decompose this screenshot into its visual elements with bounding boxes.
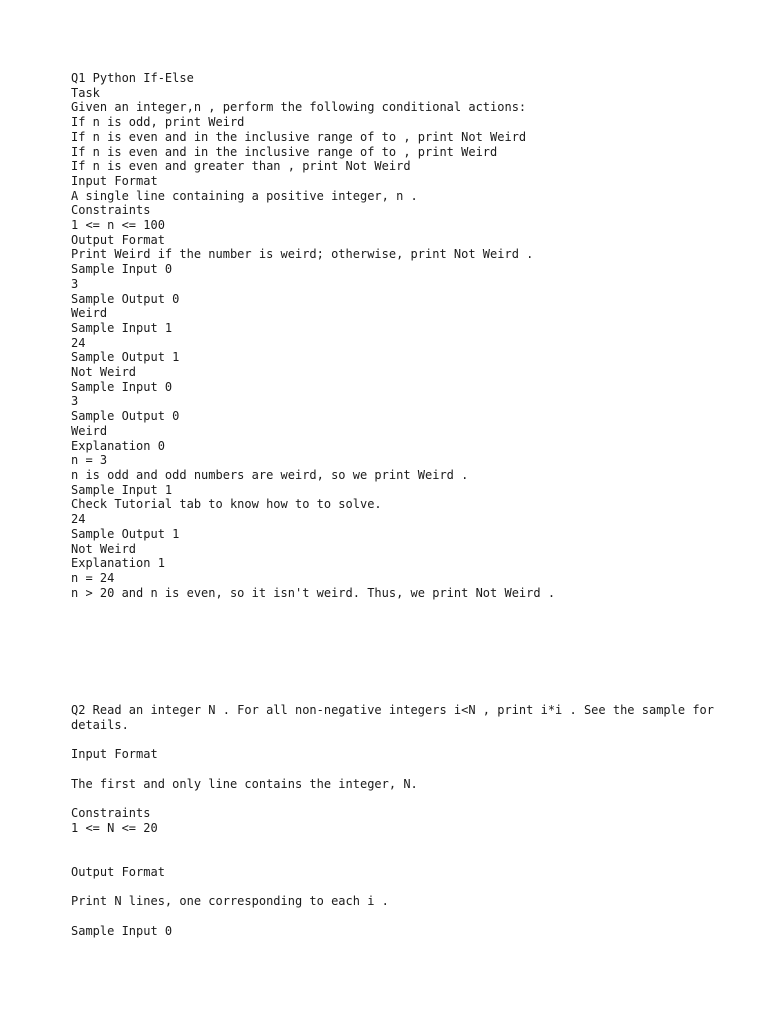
q1-tutorial-note: Check Tutorial tab to know how to to solve.: [71, 497, 382, 512]
q1-condition-even-greater: If n is even and greater than , print Not Weird: [71, 159, 411, 174]
q2-intro: Q2 Read an integer N . For all non-negative integers i<N , print i*i . See the sample for details.: [71, 703, 722, 733]
q2-output-format-heading: Output Format: [71, 864, 165, 879]
blank-line: [71, 880, 751, 895]
q1-explanation-0-text: n is odd and odd numbers are weird, so we print Weird .: [71, 467, 469, 482]
q1-explanation-1-heading: Explanation 1: [71, 556, 165, 571]
q1-condition-odd: If n is odd, print Weird: [71, 115, 245, 130]
q1-sample-output-1-value: Not Weird: [71, 365, 137, 380]
q1-constraints-text: 1 <= n <= 100: [71, 218, 165, 233]
q1-sample-output-0-heading: Sample Output 0: [71, 291, 180, 306]
q1-sample-output-1-heading: Sample Output 1: [71, 350, 180, 365]
q1-output-format-text: Print Weird if the number is weird; otherwise, print Not Weird .: [71, 247, 534, 262]
question-1-section: [71, 71, 751, 600]
blank-line: [71, 836, 751, 851]
blank-line: [71, 762, 751, 777]
q1-task-text: Given an integer,n , perform the following conditional actions:: [71, 100, 527, 115]
document-page: [71, 71, 751, 938]
q1-sample-output-0-value: Weird: [71, 306, 108, 321]
q1-condition-even-range-2: If n is even and in the inclusive range of to , print Weird: [71, 144, 498, 159]
q1-sample-output-0-heading-repeat: Sample Output 0: [71, 409, 180, 424]
q1-sample-input-1-value-repeat: 24: [71, 512, 86, 527]
q1-sample-input-0-value-repeat: 3: [71, 394, 79, 409]
q1-sample-input-1-value: 24: [71, 335, 86, 350]
question-2-section: [71, 703, 751, 938]
q2-input-format-heading: Input Format: [71, 747, 158, 762]
q1-explanation-1-n: n = 24: [71, 570, 115, 585]
q1-sample-output-1-heading-repeat: Sample Output 1: [71, 526, 180, 541]
blank-line: [71, 909, 751, 924]
q1-explanation-0-heading: Explanation 0: [71, 438, 165, 453]
q1-sample-output-0-value-repeat: Weird: [71, 423, 108, 438]
q1-sample-input-1-heading-repeat: Sample Input 1: [71, 482, 173, 497]
q1-sample-output-1-value-repeat: Not Weird: [71, 541, 137, 556]
q1-input-format-text: A single line containing a positive integer, n .: [71, 188, 418, 203]
q1-constraints-heading: Constraints: [71, 203, 151, 218]
q1-sample-input-0-value: 3: [71, 276, 79, 291]
blank-line: [71, 792, 751, 807]
q2-constraints-heading: Constraints: [71, 806, 151, 821]
q1-output-format-heading: Output Format: [71, 232, 165, 247]
q1-explanation-0-n: n = 3: [71, 453, 108, 468]
q1-condition-even-range-1: If n is even and in the inclusive range of to , print Not Weird: [71, 129, 527, 144]
q1-explanation-1-text: n > 20 and n is even, so it isn't weird. Thus, we print Not Weird .: [71, 585, 556, 600]
q2-output-format-text: Print N lines, one corresponding to each i .: [71, 894, 389, 909]
q1-task-heading: Task: [71, 85, 100, 100]
q1-title: Q1 Python If-Else: [71, 71, 194, 85]
blank-line: [71, 733, 751, 748]
q2-constraints-text: 1 <= N <= 20: [71, 820, 158, 835]
q2-input-format-text: The first and only line contains the integer, N.: [71, 776, 418, 791]
q1-sample-input-0-heading-repeat: Sample Input 0: [71, 379, 173, 394]
q1-sample-input-0-heading: Sample Input 0: [71, 262, 173, 277]
blank-line: [71, 850, 751, 865]
q1-sample-input-1-heading: Sample Input 1: [71, 320, 173, 335]
section-spacer: [71, 600, 751, 703]
q1-input-format-heading: Input Format: [71, 173, 158, 188]
q2-sample-input-0-heading: Sample Input 0: [71, 923, 173, 938]
